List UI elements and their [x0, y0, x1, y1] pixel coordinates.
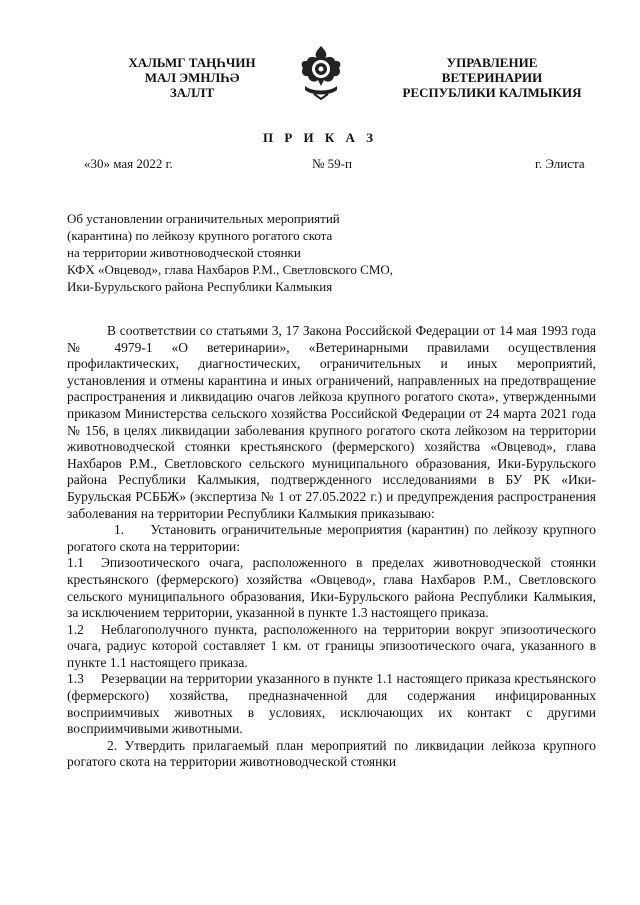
document-number: № 59-п	[312, 156, 352, 171]
header-right	[392, 55, 592, 100]
subject-line: Ики-Бурульского района Республики Калмыкия	[67, 279, 333, 294]
header-left-line: ЗАЛЛТ	[169, 85, 215, 100]
header-left	[112, 55, 272, 100]
item-1-2	[67, 622, 596, 672]
subject-line: Об установлении ограничительных мероприятий	[67, 211, 340, 226]
header-right-line: УПРАВЛЕНИЕ	[446, 55, 538, 70]
document-city: г. Элиста	[535, 156, 585, 171]
subject-line: КФХ «Овцевод», глава Нахбаров Р.М., Светловского СМО,	[67, 262, 394, 277]
item-1-number: 1.	[114, 522, 125, 538]
document-title: П Р И К А З	[262, 130, 378, 145]
item-1-2-number: 1.2	[67, 621, 84, 637]
item-1-1-number: 1.1	[67, 555, 84, 571]
item-1-2-text: Неблагополучного пункта, расположенного на территории вокруг эпизоотического очага, радиус которой составляет 1 км. от границы эпизоотического очага, указанного в пункте 1.1 настоящего приказа.	[67, 621, 596, 670]
item-1-3-number: 1.3	[67, 671, 84, 687]
subject-line: (карантина) по лейкозу крупного рогатого скота	[67, 228, 333, 243]
item-1-1	[67, 555, 596, 621]
subject-line: на территории животноводческой стоянки	[67, 245, 301, 260]
document-subject	[67, 210, 393, 295]
header-right-line: ВЕТЕРИНАРИИ	[441, 70, 543, 85]
document-body	[67, 323, 596, 771]
document-date: «30» мая 2022 г.	[84, 156, 173, 171]
item-1-text: Установить ограничительные мероприятия (карантин) по лейкозу крупного рогатого скота на территории:	[67, 522, 596, 554]
item-1-3-text: Резервации на территории указанного в пункте 1.1 настоящего приказа крестьянского (фермерского) хозяйства, предназначенной для содержания инфицированных восприимчивых животных в условиях, исключающих их контакт с другими восприимчивыми животными.	[67, 671, 596, 737]
kalmykia-emblem-icon	[296, 42, 346, 100]
header-right-line: РЕСПУБЛИКИ КАЛМЫКИЯ	[402, 85, 582, 100]
item-2: 2. Утвердить прилагаемый план мероприятий по ликвидации лейкоза крупного рогатого скота на территории животноводческой стоянки	[67, 737, 596, 770]
item-1-3	[67, 671, 596, 737]
item-1-1-text: Эпизоотического очага, расположенного в пределах животноводческой стоянки крестьянского (фермерского) хозяйства «Овцевод», глава Нахбаров Р.М., Светловского сельского муниципального образования, Ики-Бурульского района Республики Калмыкия, за исключением территории, указанной в пункте 1.3 настоящего приказа.	[67, 555, 596, 621]
header-left-line: ХАЛЬМГ ТАҢҺЧИН	[128, 55, 256, 70]
preamble-paragraph: В соответствии со статьями 3, 17 Закона Российской Федерации от 14 мая 1993 года № 4979-1 «О ветеринарии», «Ветеринарными правилами осуществления профилактических, диагностических, ограничительных и иных мероприятий, установления и отмены карантина и иных ограничений, направленных на предотвращение распространения и ликвидацию очагов лейкоза крупного рогатого скота», утвержденными приказом Министерства сельского хозяйства Российской Федерации от 24 марта 2021 года № 156, в целях ликвидации заболевания крупного рогатого скота лейкозом на территории животноводческой стоянки крестьянского (фермерского) хозяйства «Овцевод», глава Нахбаров Р.М., Светловского сельского муниципального образования, Ики-Бурульского района Республики Калмыкия, подтвержденного исследованиями в БУ РК «Ики-Бурульская РСББЖ» (экспертиза № 1 от 27.05.2022 г.) и предупреждения распространения заболевания на территории Республики Калмыкия приказываю:	[67, 323, 596, 521]
header-left-line: МАЛ ЭМНЛҺӘ	[144, 70, 240, 85]
item-1	[67, 522, 596, 555]
